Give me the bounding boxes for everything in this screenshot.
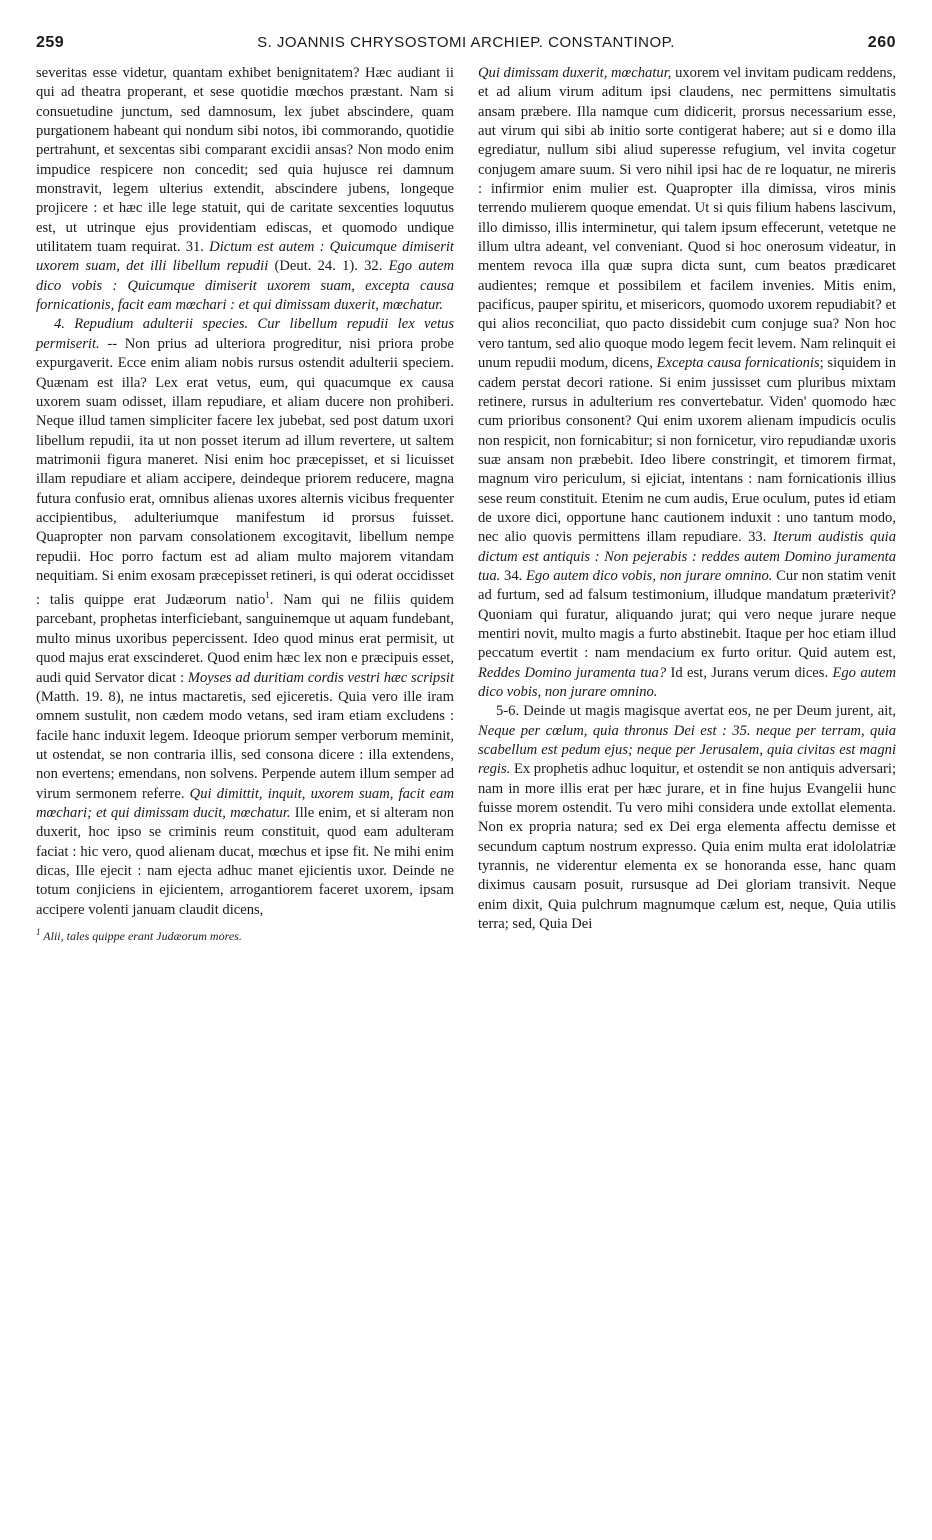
page-number-left: 259 [36,34,65,51]
text: severitas esse videtur, quantam exhibet benignitatem? Hæc audiant ii qui ad theatra properant, et sese quotidie mœchos præstant. Nam si consuetudine junctum, sed damnosum, lex jubet abscindere, quam purgationem habeant qui nondum sibi notos, ibi commorando, quotidie pertrahunt, et sexcentas sibi comparant excidii ansas? Non modo enim impudice respicere non concedit; sed quia hujusce rei damnum monstravit, legem ulterius extendit, abscindere jubens, longeque projicere : et hæc ille lege statuit, qui de caritate sexcenties loquutus est, ut utrinque ejus providentiam ediscas, et quomodo undique utilitatem tuam requirat. 31. [36,65,454,256]
scripture-quote: Qui dimittit, inquit, uxorem suam, facit eam mœchari; et qui dimissam ducit, mœchatur. [36,785,454,821]
scripture-quote: Reddes Domino juramenta tua? [478,664,667,681]
text: Ex prophetis adhuc loquitur, et ostendit se non antiquis adversari; nam in more illis erat per hæc jurare, et in fine hujus Evangelii hunc fuisse morem ostendit. Tu vero mihi considera unde extollat elementa. Non ex propria natura; sed ex Dei erga elementa affectu demisse et secundum captum nostrum expresso. Quia enim multa erat idololatriæ tyrannis, ne viderentur elementa ex se honoranda esse, hanc quam diximus causam posuit, rursusque ad Dei gloriam transivit. Neque enim dixit, Quia pulchrum magnumque cælum est, neque, Quia utilis terra; sed, Quia Dei [478,761,896,933]
footnote-mark: 1 [36,926,41,937]
left-column [36,64,454,944]
scripture-quote: Qui dimissam duxerit, mœchatur, [478,65,672,81]
running-header [36,34,896,64]
footnote-text: Alii, tales quippe erant Judæorum mores. [40,928,242,943]
text: ; siquidem in cadem perstat decori ratione. Si enim jussisset cum pluribus mixtam retinere, rursus in adulterium res convertebatur. Viden' quomodo hæc cum prioribus consonent? Qui enim uxorem alienam impudicis oculis non respicit, non fornicabitur; si non fornicetur, viro repudiandæ uxoris suæ ansam non præbebit. Ideo libere constringit, et timorem firmat, magnum viro periculum, si ejiciat, intentans : nam fornicationis illius sese reum constituit. Etenim ne cum audis, Erue oculum, putes id etiam de uxore dici, opportune hanc cautionem induxit : uno tantum modo, nec alio quovis permittens illam repudiare. 33. [478,355,896,546]
scripture-quote: Ego autem dico vobis, non jurare omnino. [526,567,773,584]
paragraph [36,315,454,920]
scripture-quote: Excepta causa fornicationis [656,355,820,372]
scripture-quote: Neque per cœlum, quia thronus Dei est : 35. neque per terram, quia scabellum est pedum ejus; neque per Jerusalem, quia civitas est magni regis. [478,722,896,778]
text: 34. [500,567,527,584]
scripture-quote: Moyses ad duritiam cordis vestri hæc scripsit [187,669,455,686]
footnote-ref: 1 [265,590,270,601]
paragraph [478,64,896,702]
text: Id est, Jurans verum dices. [666,664,833,681]
paragraph [36,64,454,315]
two-column-body [36,64,896,944]
text: . Nam qui ne filiis quidem parcebant, prophetas interficiebant, sanguinemque ut aquam fundebant, multo minus uxoribus pepercissent. Ideo quod minus erat permisit, ut quod majus erat exscinderet. Quod enim hæc lex non e præcipuis esset, audi quid Servator dicat : [36,592,455,686]
right-column [478,64,896,944]
text: Cur non statim venit ad furtum, sed ad falsum testimonium, illudque mandatum præterivit? Quoniam qui furatur, aliquando jurat; qui vero neque jurare neque mentiri novit, multo magis a furto abstinebit. Itaque per hoc etiam illud peccatum evertit : nam mendacium ex furto oritur. Quid autem est, [478,567,897,662]
running-title: S. JOANNIS CHRYSOSTOMI ARCHIEP. CONSTANTINOP. [257,34,675,51]
text: 5-6. Deinde ut magis magisque avertat eos, ne per Deum jurent, ait, [496,703,896,720]
scripture-quote: Ego autem dico vobis, non jurare omnino. [478,664,896,700]
text: (Deut. 24. 1). 32. [268,258,389,275]
text: (Matth. 19. 8), ne intus mactaretis, sed ejiceretis. Quia vero ille iram omnem sustulit, non cædem modo vetans, sed iram etiam excludens : facile hanc induxit legem. Ideoque priorum semper verborum meminit, ut ostendat, se non contraria illis, sed consona dicere : illa extendens, non evertens; emendans, non solvens. Perpende autem illum semper ad virum sermonem referre. [36,688,454,802]
section-heading: 4. Repudium adulterii species. Cur libellum repudii lex vetus permiserit. [36,316,454,352]
text: -- Non prius ad ulteriora progreditur, nisi priora probe expurgaverit. Ecce enim aliam nobis rursus ostendit adulterii speciem. Quænam est illa? Lex erat vetus, eum, qui quacumque ex causa uxorem suam odisset, illam repudiare, et aliam ducere non prohiberi. Neque illud tamen simpliciter facere lex jubebat, sed post datum uxori libellum repudii, ita ut non posset iterum ad illum revertere, ut saltem matrimonii figura maneret. Nisi enim hoc præcepisset, et si licuisset illam repudiare et aliam accipere, deindeque priorem reducere, magna futura confusio erat, omnibus alienas uxores alternis vicibus frequenter accipientibus, adulteriumque manifestum id prorsus fuisset. Quapropter non parvam consolationem excogitavit, libellum nempe repudii. Hoc porro factum est ad aliam multo majorem vitandam nequitiam. Si enim exosam præcepisset retineri, is qui oderat occidisset : talis quippe erat Judæorum natio [36,335,454,609]
paragraph [478,702,896,934]
page-number-right: 260 [867,34,896,51]
text: Ille enim, et si alteram non duxerit, hoc ipso se criminis reum constituit, quod eam adulteram faciat : hic vero, quod alienam ducat, mœchus et ipse fit. Ne mihi enim dicas, Ille ejecit : nam ejecta adhuc manet ejicientis uxor. Deinde ne totum conjiciens in ejicientem, arrogantiorem faceret uxorem, ipsam accipere volenti januam claudit dicens, [36,804,454,918]
scripture-quote: Ego autem dico vobis : Quicumque dimiserit uxorem suam, excepta causa fornicationis, facit eam mœchari : et qui dimissam duxerit, mœchatur. [36,258,454,314]
scripture-quote: Iterum audistis quia dictum est antiquis : Non pejerabis : reddes autem Domino juramenta tua. [478,529,897,584]
footnote [36,924,454,944]
scripture-quote: Dictum est autem : Quicumque dimiserit uxorem suam, det illi libellum repudii [36,239,454,275]
text: uxorem vel invitam pudicam reddens, et ad alium virum aditum ipsi claudens, nec permittens simultatis ansam præbere. Illa namque cum didicerit, prorsus necessarium esse, aut virum qui sibi ab initio sorte contigerat habere; aut si e domo illa egrediatur, nullum sibi aliud superesse refugium, vel invita cogetur conjugem amare suum. Si vero nihil ipsi hac de re loquatur, ne mireris : infirmior enim mulier est. Quapropter illa dimissa, viros minis terrendo mulierem quoque emendat. Ut si quis filium habens lascivum, illo dimisso, illis interminetur, qui talem ipsum effecerunt, vetetque ne illum ultra adeant, vel conveniant. Quod si hoc onerosum videatur, in mentem revoca illa quæ supra dicta sunt, cum beatos prædicaret audientes; remque et possibilem et facilem invenies. Mitis enim, pacificus, pauper spiritu, et misericors, quomodo uxorem repudiabit? et qui alios reconciliat, quo pacto dissidebit cum conjuge sua? Non hoc vero tantum, sed alio quoque modo legem fecit levem. Nam relinquit ei unum repudii modum, dicens, [478,65,896,372]
